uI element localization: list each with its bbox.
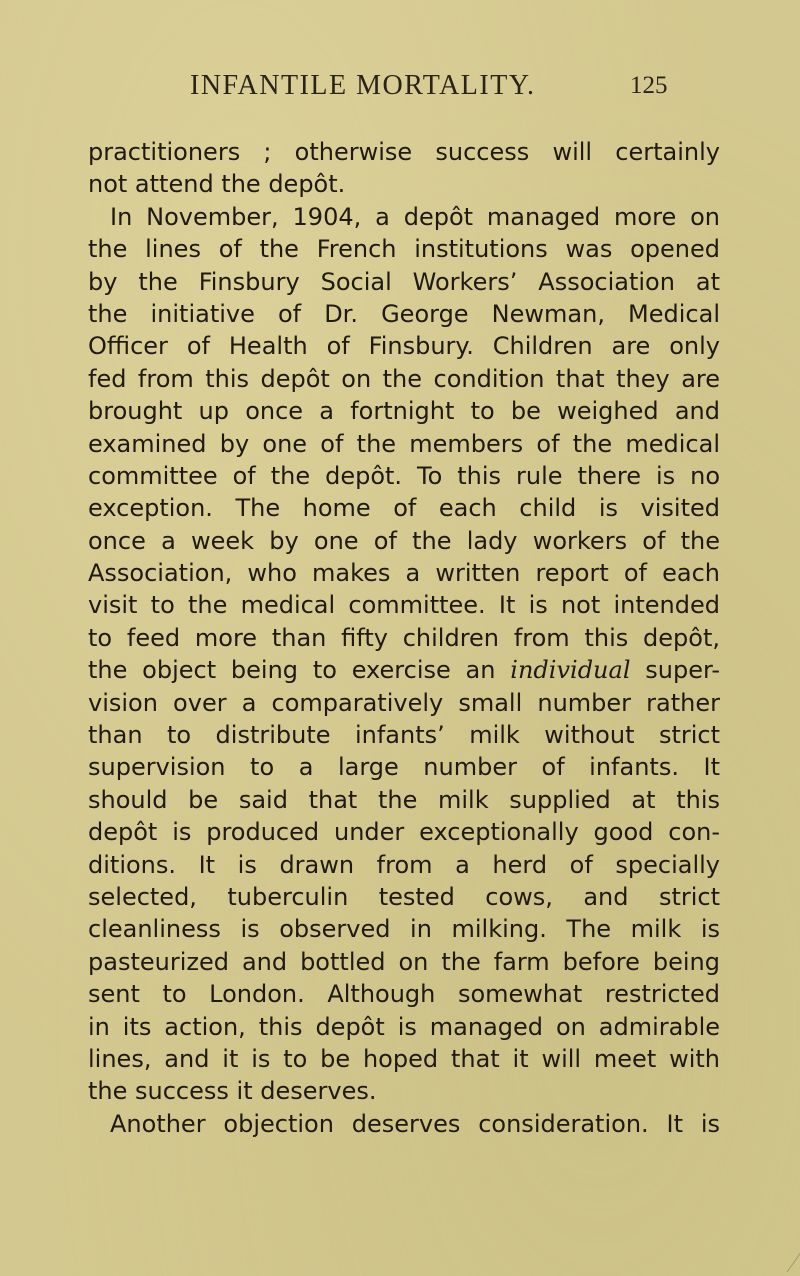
text-line: Association, who makes a written report of each [88, 559, 720, 588]
text-line: to feed more than fifty children from this depôt, [88, 623, 720, 652]
page-corner-mark [769, 1248, 800, 1272]
text-line: brought up once a fortnight to be weighed and [88, 397, 720, 426]
text-line: not attend the depôt. [88, 170, 346, 199]
page-header [0, 70, 800, 110]
text-line: examined by one of the members of the medical [88, 429, 720, 458]
text-line: practitioners ; otherwise success will certainly [88, 138, 720, 166]
text-line: pasteurized and bottled on the farm before being [88, 947, 720, 976]
running-title: INFANTILE MORTALITY. [190, 70, 536, 101]
text-segment: the object being to exercise an [88, 656, 511, 685]
body-text [88, 136, 720, 1140]
text-line: committee of the depôt. To this rule there is no [88, 461, 720, 490]
text-line: the success it deserves. [88, 1077, 377, 1106]
text-line-with-italic [88, 654, 720, 686]
text-line: supervision to a large number of infants. It [88, 753, 720, 782]
text-line: the initiative of Dr. George Newman, Medical [88, 299, 720, 328]
text-line: fed from this depôt on the condition that they are [88, 364, 720, 393]
text-line: in its action, this depôt is managed on admirable [88, 1012, 720, 1041]
text-segment: super- [630, 656, 720, 685]
text-line: ditions. It is drawn from a herd of specially [88, 850, 720, 879]
text-line: the lines of the French institutions was opened [88, 235, 720, 264]
text-line: lines, and it is to be hoped that it will meet with [88, 1044, 720, 1073]
text-line: exception. The home of each child is visited [88, 494, 720, 523]
text-line: depôt is produced under exceptionally good con- [88, 818, 720, 847]
text-line: by the Finsbury Social Workers’ Association at [88, 267, 720, 296]
italic-word: individual [510, 656, 631, 685]
text-line: Officer of Health of Finsbury. Children are only [88, 332, 720, 361]
paragraph-first-line: Another objection deserves consideration. It is [110, 1109, 720, 1138]
page-number: 125 [630, 72, 668, 99]
text-line: than to distribute infants’ milk without strict [88, 721, 720, 750]
text-line: vision over a comparatively small number rather [88, 688, 720, 717]
text-line: should be said that the milk supplied at this [88, 785, 720, 814]
text-line: selected, tuberculin tested cows, and strict [88, 882, 720, 911]
text-line: cleanliness is observed in milking. The milk is [88, 915, 720, 944]
text-line: once a week by one of the lady workers of the [88, 526, 720, 555]
text-line: sent to London. Although somewhat restricted [88, 980, 720, 1009]
paragraph-first-line: In November, 1904, a depôt managed more on [110, 202, 720, 231]
text-line: visit to the medical committee. It is not intended [88, 591, 720, 620]
